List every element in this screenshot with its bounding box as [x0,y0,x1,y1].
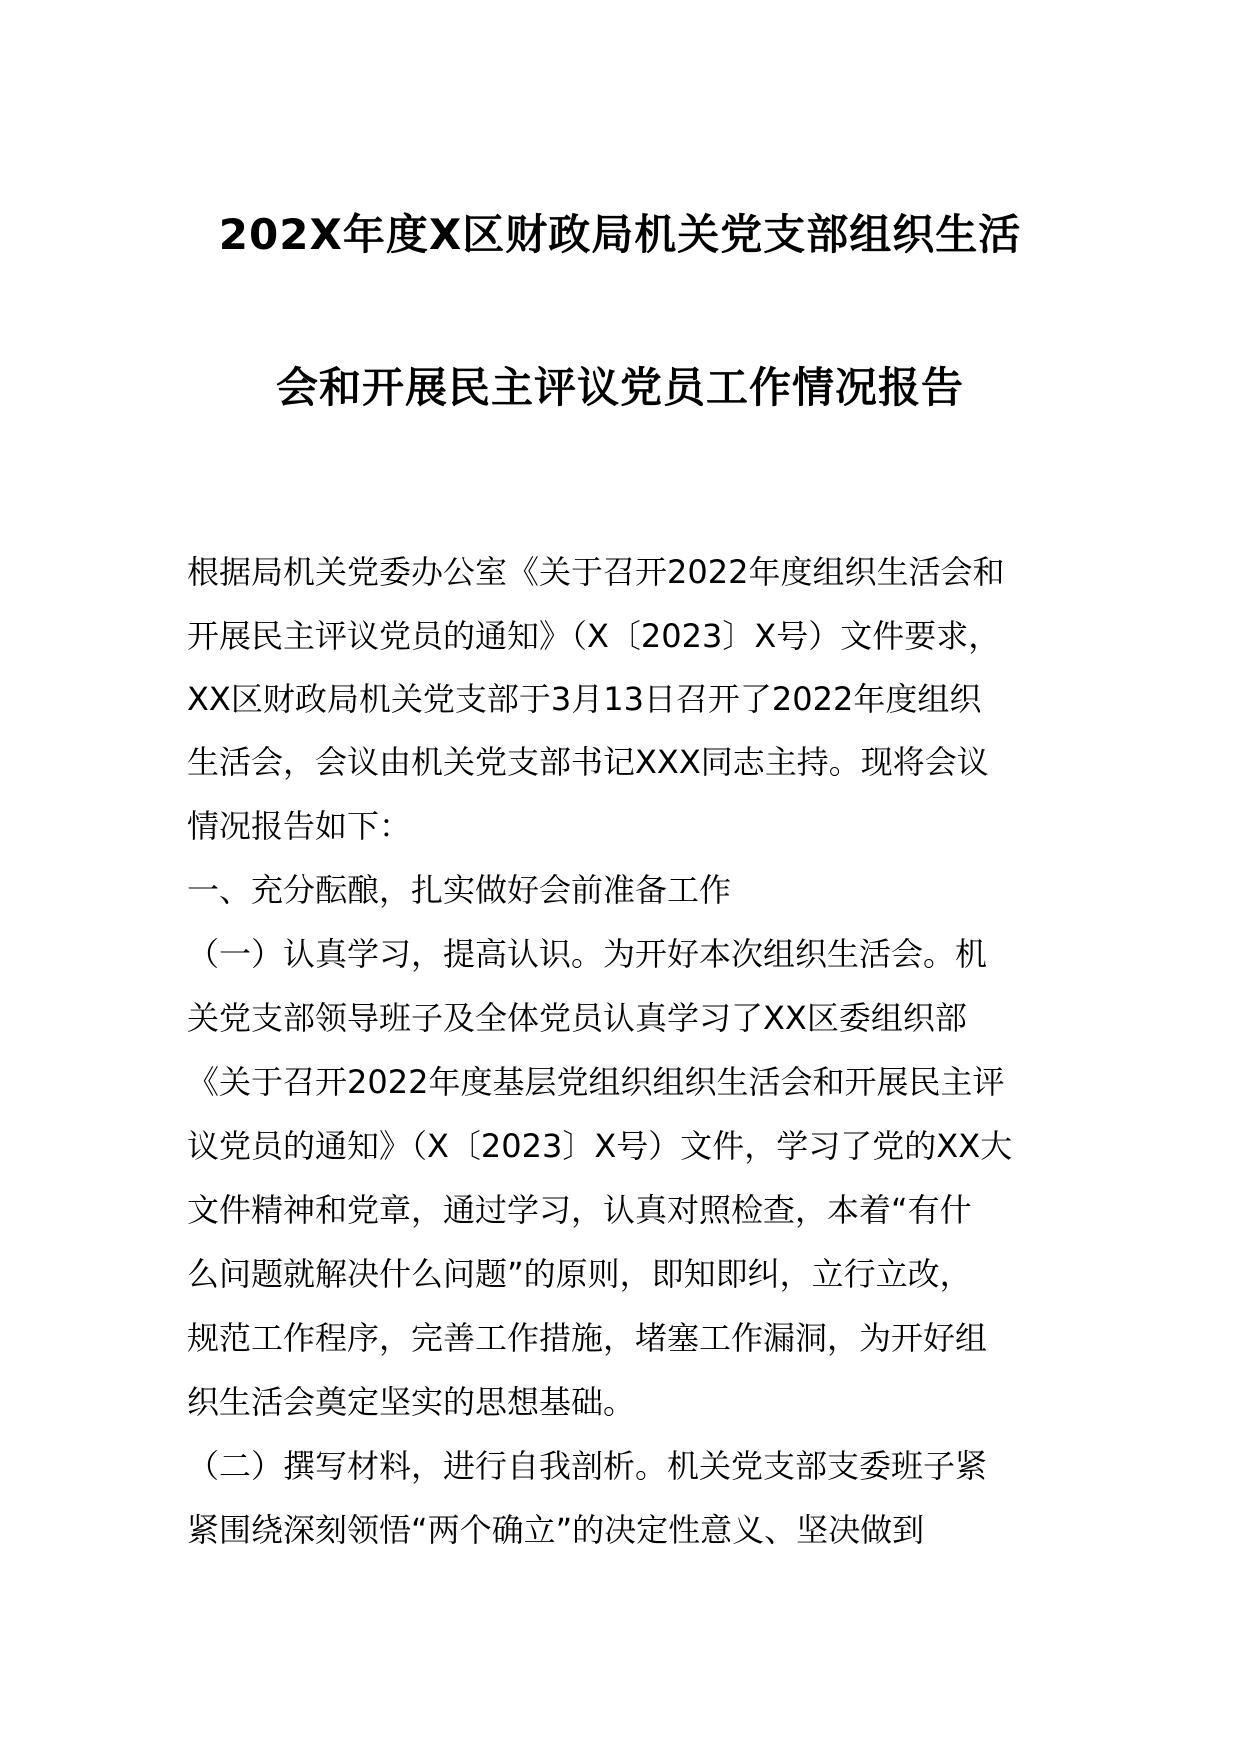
body-line: 情况报告如下： [187,807,412,845]
body-line: 生活会，会议由机关党支部书记XXX同志主持。现将会议 [187,743,989,781]
document-title-line-2: 会和开展民主评议党员工作情况报告 [275,363,964,412]
body-line: 议党员的通知》（X〔2023〕X号）文件，学习了党的XX大 [187,1127,1013,1165]
body-line: 文件精神和党章，通过学习，认真对照检查，本着“有什 [187,1191,972,1229]
body-line: 织生活会奠定坚实的思想基础。 [187,1383,636,1421]
body-line: 根据局机关党委办公室《关于召开2022年度组织生活会和 [187,553,1005,591]
body-line: 紧围绕深刻领悟“两个确立”的决定性意义、坚决做到 [187,1511,925,1549]
body-line: 开展民主评议党员的通知》（X〔2023〕X号）文件要求， [187,617,1001,655]
body-line: 规范工作程序，完善工作措施，堵塞工作漏洞，为开好组 [187,1319,988,1357]
body-line: XX区财政局机关党支部于3月13日召开了2022年度组织 [187,680,982,718]
body-line: 《关于召开2022年度基层党组织组织生活会和开展民主评 [187,1063,1005,1101]
body-line: （二）撰写材料，进行自我剖析。机关党支部支委班子紧 [187,1447,988,1485]
document-title-line-1: 202X年度X区财政局机关党支部组织生活 [218,210,1022,259]
section-heading: 一、充分酝酿，扎实做好会前准备工作 [187,871,732,909]
body-line: （一）认真学习，提高认识。为开好本次组织生活会。机 [187,935,988,973]
body-line: 么问题就解决什么问题”的原则，即知即纠，立行立改， [187,1255,972,1293]
body-line: 关党支部领导班子及全体党员认真学习了XX区委组织部 [187,999,967,1037]
